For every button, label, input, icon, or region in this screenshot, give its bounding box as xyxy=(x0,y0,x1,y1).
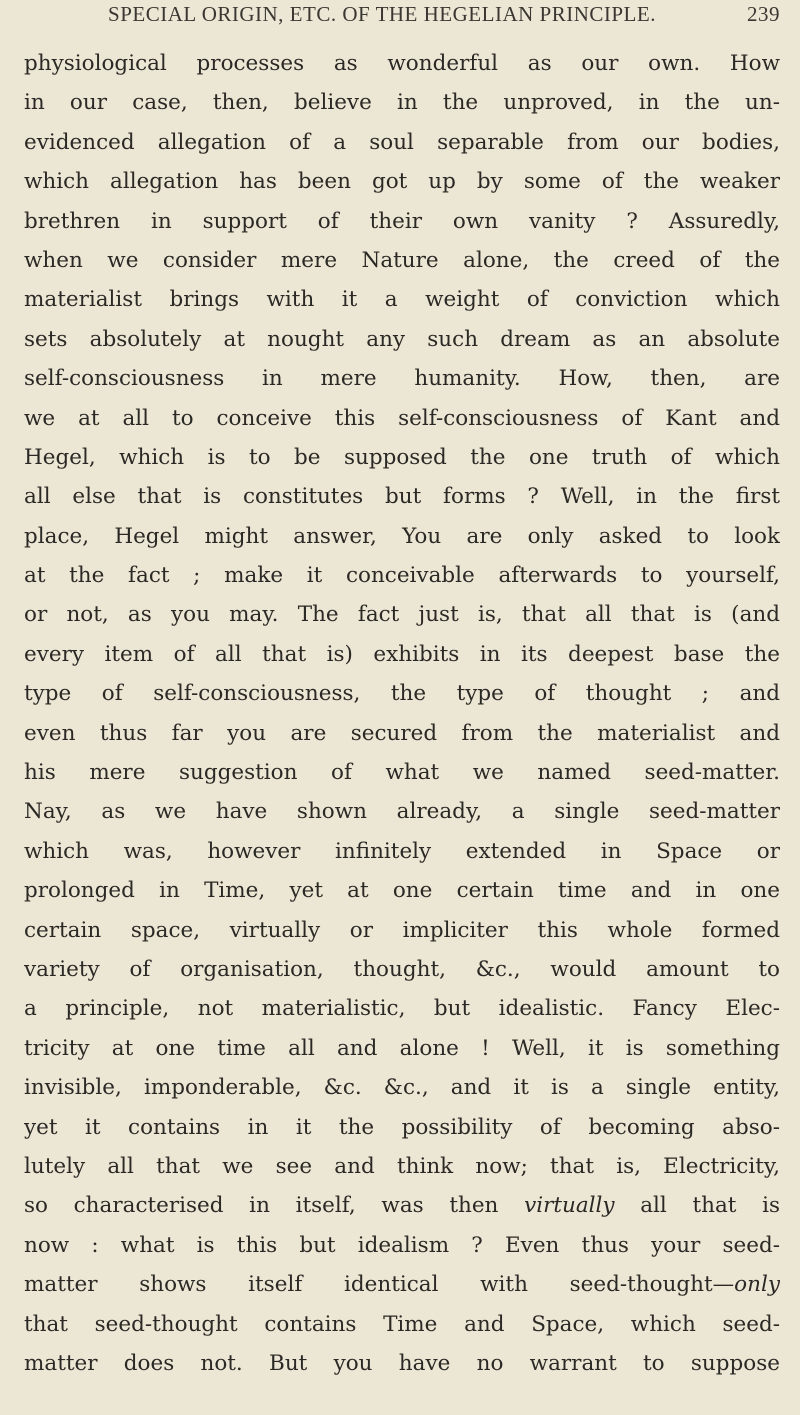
text-line xyxy=(24,1265,780,1304)
text-line: place, Hegel might answer, You are only asked to look xyxy=(24,523,780,549)
text-line: materialist brings with it a weight of conviction which xyxy=(24,287,780,313)
text-line: which allegation has been got up by some of the weaker xyxy=(24,169,780,195)
text-line: which was, however infinitely extended in Space or xyxy=(24,838,780,864)
page-number: 239 xyxy=(747,2,780,26)
text-line: Nay, as we have shown already, a single seed-matter xyxy=(24,799,780,825)
text-line: his mere suggestion of what we named seed-matter. xyxy=(24,760,780,786)
text-line: variety of organisation, thought, &c., would amount to xyxy=(24,956,780,982)
text-line: in our case, then, believe in the unproved, in the un- xyxy=(24,90,780,116)
text-line: tricity at one time all and alone ! Well, it is something xyxy=(24,1035,780,1061)
text-line: Hegel, which is to be supposed the one truth of which xyxy=(24,444,780,470)
text-fragment: matter shows itself identical with seed-thought— xyxy=(24,1272,735,1298)
text-line: or not, as you may. The fact just is, that all that is (and xyxy=(24,602,780,628)
text-line xyxy=(24,1186,780,1225)
text-line: every item of all that is) exhibits in its deepest base the xyxy=(24,641,780,667)
text-line: evidenced allegation of a soul separable from our bodies, xyxy=(24,129,780,155)
text-line: even thus far you are secured from the materialist and xyxy=(24,720,780,746)
body-text xyxy=(24,44,780,1383)
text-line: we at all to conceive this self-consciousness of Kant and xyxy=(24,405,780,431)
text-line: a principle, not materialistic, but idealistic. Fancy Elec- xyxy=(24,996,780,1022)
text-line: sets absolutely at nought any such dream as an absolute xyxy=(24,326,780,352)
text-line: lutely all that we see and think now; that is, Electricity, xyxy=(24,1153,780,1179)
text-line: invisible, imponderable, &c. &c., and it is a single entity, xyxy=(24,1075,780,1101)
emphasis-only: only xyxy=(734,1272,780,1298)
text-line: matter does not. But you have no warrant to suppose xyxy=(24,1350,780,1376)
text-line: physiological processes as wonderful as our own. How xyxy=(24,51,780,76)
emphasis-virtually: virtually xyxy=(524,1193,615,1219)
running-head xyxy=(24,0,780,32)
text-line: all else that is constitutes but forms ? Well, in the first xyxy=(24,484,780,510)
text-fragment: so characterised in itself, was then xyxy=(24,1193,525,1219)
text-line: yet it contains in it the possibility of becoming abso- xyxy=(24,1114,780,1140)
text-line: when we consider mere Nature alone, the creed of the xyxy=(24,247,780,273)
text-line: at the fact ; make it conceivable afterwards to yourself, xyxy=(24,563,780,589)
text-line: type of self-consciousness, the type of thought ; and xyxy=(24,681,780,707)
text-line: self-consciousness in mere humanity. How, then, are xyxy=(24,366,780,392)
text-fragment: all that is xyxy=(614,1193,780,1219)
text-line: brethren in support of their own vanity ? Assuredly, xyxy=(24,208,780,234)
text-line: that seed-thought contains Time and Space, which seed- xyxy=(24,1311,780,1337)
text-line: certain space, virtually or impliciter this whole formed xyxy=(24,917,780,943)
text-line: now : what is this but idealism ? Even thus your seed- xyxy=(24,1232,780,1258)
text-line: prolonged in Time, yet at one certain time and in one xyxy=(24,878,780,904)
running-head-title: SPECIAL ORIGIN, ETC. OF THE HEGELIAN PRINCIPLE. xyxy=(108,2,656,26)
